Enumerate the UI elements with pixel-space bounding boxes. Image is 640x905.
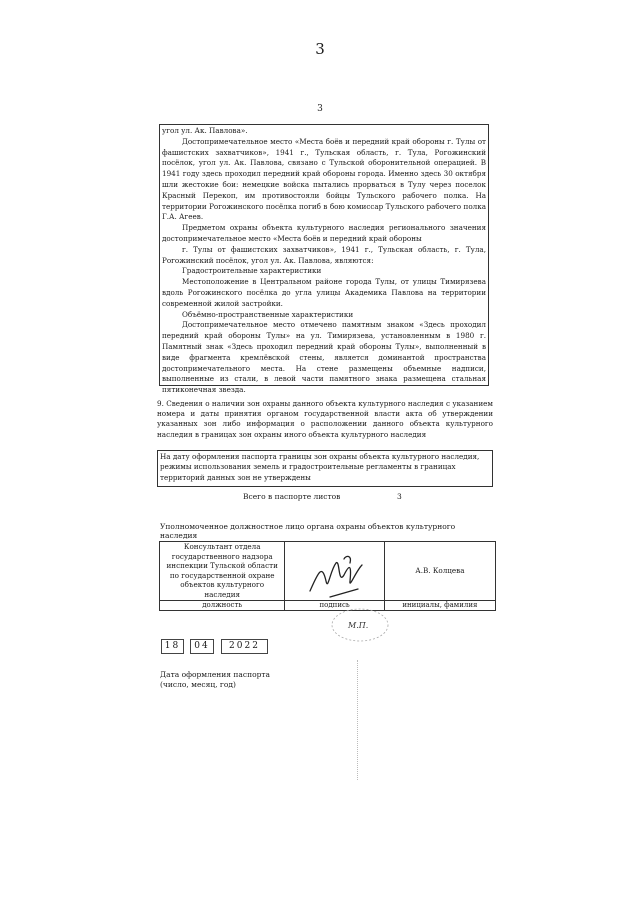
section-9-heading: 9. Сведения о наличии зон охраны данного объекта культурного наследия с указанием номера и даты принятия органом государственной власти акта об утверждении указанных зон либо информация о расположении данного объекта культурного наследия в границах зон охраны иного объекта культурного наследия — [157, 399, 493, 439]
date-day: 18 — [161, 639, 184, 654]
caption-name: инициалы, фамилия — [384, 600, 495, 610]
authorized-official-label: Уполномоченное должностное лицо органа охраны объектов культурного наследия — [160, 522, 456, 540]
handwritten-signature — [300, 551, 380, 611]
frame-paragraph: Местоположение в Центральном районе города Тулы, от улицы Тимирязева вдоль Рогожинского посёлка до угла улицы Академика Павлова на территории современной жилой застройки. — [162, 277, 486, 308]
official-position: Консультант отдела государственного надзора инспекции Тульской области по государственной охране объектов культурного наследия — [160, 542, 285, 601]
frame-paragraph: Достопримечательное место отмечено памятным знаком «Здесь проходил передний край обороны Тулы» на ул. Тимирязева, установленным в 1980 г. Памятный знак «Здесь проходил передний край обороны Тулы», выполненный в виде фрагмента кремлёвской стены, является доминантой пространства достопримечательного места. На стене размещены объемные надписи, выполненные из стали, в левой части памятного знака размещена стальная пятиконечная звезда. — [162, 320, 486, 395]
date-label — [160, 670, 270, 690]
description-frame — [159, 124, 489, 395]
total-sheets-label: Всего в паспорте листов — [243, 492, 341, 501]
frame-paragraph: г. Тулы от фашистских захватчиков», 1941 г., Тульская область, г. Тула, Рогожинский посёлок, угол ул. Ак. Павлова, являются: — [162, 244, 486, 265]
frame-paragraph: угол ул. Ак. Павлова». — [162, 126, 248, 135]
official-stamp — [330, 605, 390, 645]
date-month: 04 — [190, 639, 214, 654]
page-number-top: 3 — [315, 40, 325, 58]
frame-paragraph: Достопримечательное место «Места боёв и передний край обороны г. Тулы от фашистских захватчиков», 1941 г., Тульская область, г. Тула, Рогожинский посёлок, угол ул. Ак. Павлова, связано с Тульской оборонительной операцией. В 1941 году здесь проходил передний край обороны города. Именно здесь 30 октября шли жестокие бои: немецкие войска пытались прорваться в Тулу через поселок Красный Перекоп, им противостояли бойцы Тульского рабочего полка. На территории Рогожинского посёлка погиб в бою комиссар Тульского рабочего полка Г.А. Агеев. — [162, 136, 486, 222]
total-sheets-value: 3 — [397, 492, 402, 501]
frame-paragraph: Объёмно-пространственные характеристики — [182, 309, 354, 319]
caption-signature: подпись — [285, 600, 384, 610]
zone-info-box: На дату оформления паспорта границы зон охраны объекта культурного наследия, режимы использования земель и градостроительные регламенты в границах территорий данных зон не утверждены — [157, 450, 493, 487]
date-year: 2022 — [221, 639, 268, 654]
date-label-line2: (число, месяц, год) — [160, 680, 236, 689]
page-number-document: 3 — [317, 104, 323, 114]
caption-position: должность — [160, 600, 285, 610]
official-name: А.В. Колцева — [384, 542, 495, 601]
frame-paragraph: Предметом охраны объекта культурного наследия регионального значения достопримечательное место «Места боёв и передний край обороны — [162, 223, 486, 243]
frame-paragraph: Градостроительные характеристики — [182, 266, 322, 276]
date-label-line1: Дата оформления паспорта — [160, 670, 271, 679]
fold-line — [357, 660, 358, 780]
stamp-text: М.П. — [348, 621, 369, 630]
